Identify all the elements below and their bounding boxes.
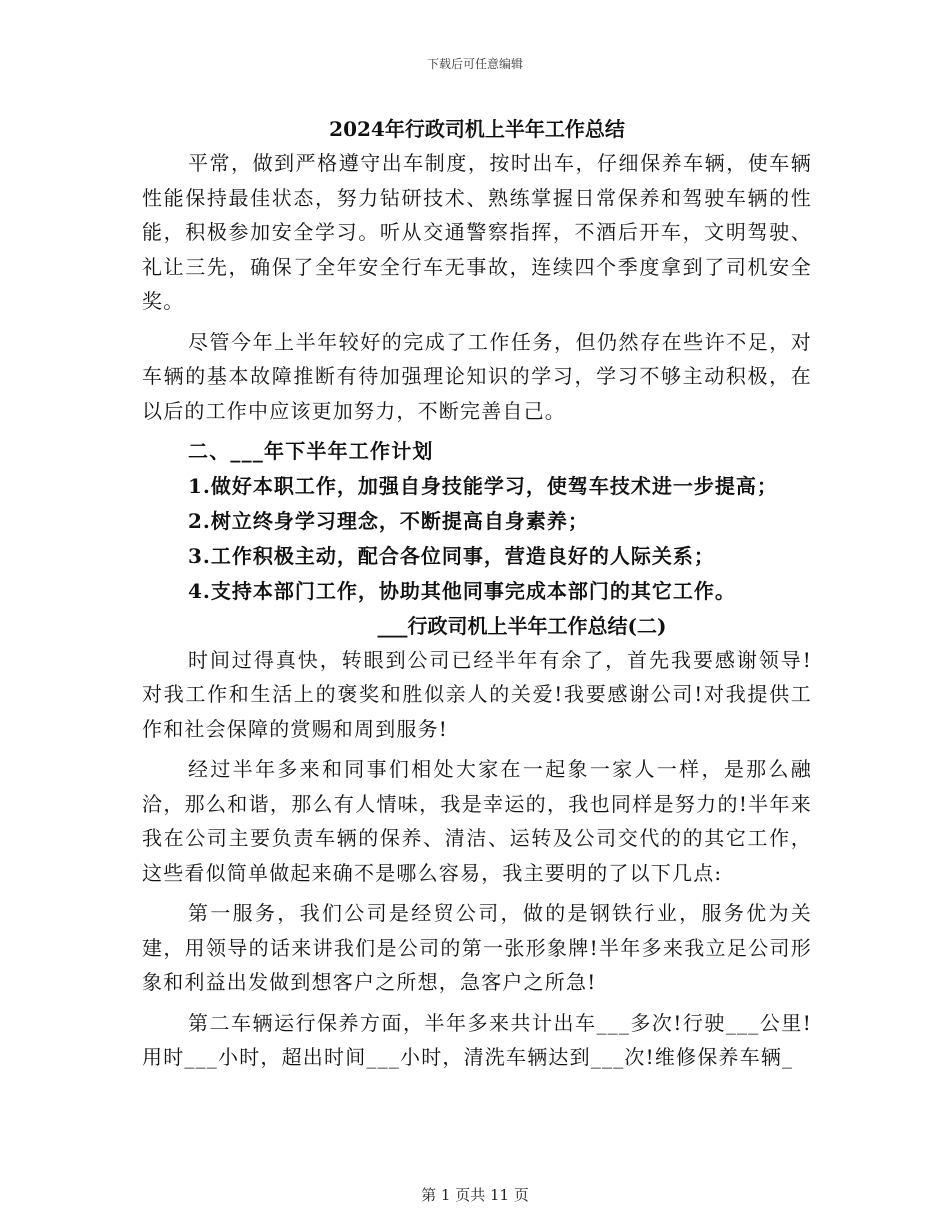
document-body xyxy=(142,112,812,1075)
paragraph-2: 尽管今年上半年较好的完成了工作任务，但仍然存在些许不足，对车辆的基本故障推断有待加强理论知识的学习，学习不够主动积极，在以后的工作中应该更加努力，不断完善自己。 xyxy=(142,329,812,423)
plan-item-3: 3.工作积极主动，配合各位同事，营造良好的人际关系； xyxy=(188,543,715,568)
plan-item-1: 1.做好本职工作，加强自身技能学习，使驾车技术进一步提高； xyxy=(188,473,778,498)
plan-item-4: 4.支持本部门工作，协助其他同事完成本部门的其它工作。 xyxy=(188,578,736,603)
paragraph-4: 经过半年多来和同事们相处大家在一起象一家人一样，是那么融洽，那么和谐，那么有人情味，我是幸运的，我也同样是努力的!半年来我在公司主要负责车辆的保养、清洁、运转及公司交代的的其它工作，这些看似简单做起来确不是哪么容易，我主要明的了以下几点: xyxy=(142,757,812,885)
page-header: 下载后可任意编辑 xyxy=(426,57,523,71)
plan-heading: 二、___年下半年工作计划 xyxy=(188,439,434,463)
paragraph-1: 平常，做到严格遵守出车制度，按时出车，仔细保养车辆，使车辆性能保持最佳状态，努力钻研技术、熟练掌握日常保养和驾驶车辆的性能，积极参加安全学习。听从交通警察指挥，不酒后开车，文明驾驶、礼让三先，确保了全年安全行车无事故，连续四个季度拿到了司机安全奖。 xyxy=(142,151,812,313)
section-subtitle: ___行政司机上半年工作总结(二) xyxy=(377,613,667,638)
page-footer: 第 1 页共 11 页 xyxy=(421,1186,529,1204)
document-title: 2024年行政司机上半年工作总结 xyxy=(329,117,625,141)
paragraph-3: 时间过得真快，转眼到公司已经半年有余了，首先我要感谢领导!对我工作和生活上的褒奖和胜似亲人的关爱!我要感谢公司!对我提供工作和社会保障的赏赐和周到服务! xyxy=(142,647,812,741)
paragraph-5: 第一服务，我们公司是经贸公司，做的是钢铁行业，服务优为关建，用领导的话来讲我们是公司的第一张形象牌!半年多来我立足公司形象和利益出发做到想客户之所想，急客户之所急! xyxy=(142,901,812,994)
paragraph-6: 第二车辆运行保养方面，半年多来共计出车___多次!行驶___公里!用时___小时，超出时间___小时，清洗车辆达到___次!维修保养车辆_ xyxy=(142,1010,812,1069)
plan-item-2: 2.树立终身学习理念，不断提高自身素养； xyxy=(188,508,589,533)
